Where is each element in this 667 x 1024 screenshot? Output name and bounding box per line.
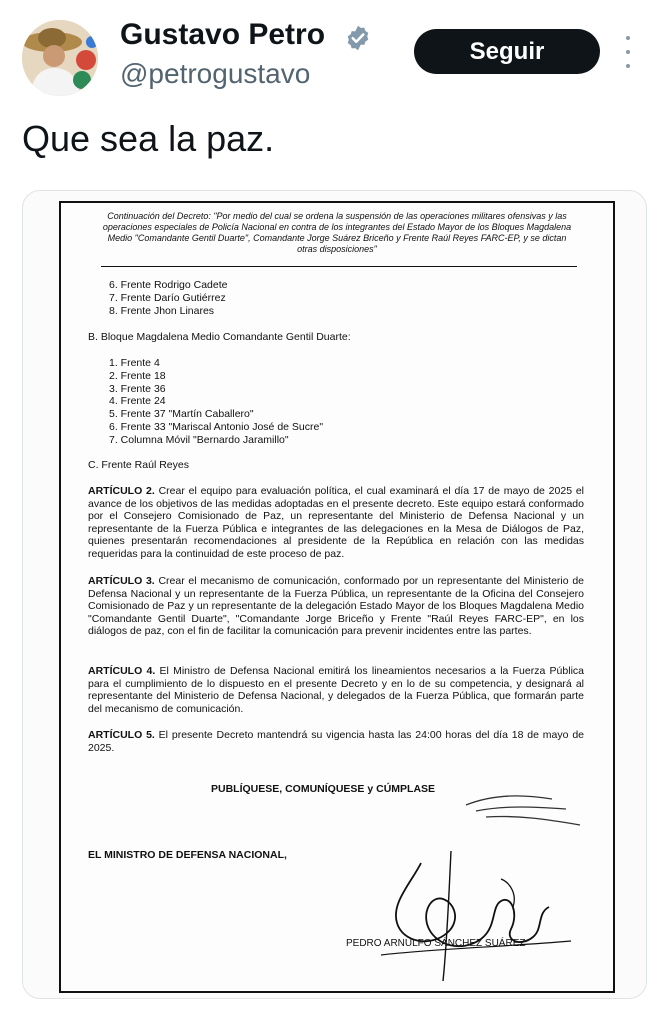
article-label: ARTÍCULO 2. (88, 485, 155, 497)
article-label: ARTÍCULO 3. (88, 575, 155, 587)
list-item: 4. Frente 24 (109, 395, 166, 408)
article-label: ARTÍCULO 4. (88, 665, 156, 677)
article-text: El presente Decreto mantendrá su vigencia hasta las 24:00 horas del día 18 de mayo de 2025. (88, 729, 585, 754)
rubric-mark (456, 785, 586, 833)
signer-name: PEDRO ARNULFO SÁNCHEZ SUÁREZ (346, 938, 526, 949)
decree-document (59, 201, 615, 993)
article-5 (88, 729, 584, 754)
list-item: 7. Columna Móvil "Bernardo Jaramillo" (109, 433, 289, 446)
article-label: ARTÍCULO 5. (88, 729, 155, 741)
follow-button[interactable]: Seguir (414, 29, 600, 74)
article-4 (88, 665, 584, 715)
tweet-image[interactable] (22, 190, 647, 999)
list-item: 1. Frente 4 (109, 357, 160, 369)
header-divider (101, 266, 577, 267)
signature-mark (351, 843, 581, 983)
tweet-text: Que sea la paz. (22, 118, 275, 159)
avatar[interactable] (22, 20, 98, 96)
avatar-image (22, 20, 98, 96)
list-item: 8. Frente Jhon Linares (109, 304, 215, 317)
list-item: 3. Frente 36 (109, 382, 166, 395)
list-item: 6. Frente Rodrigo Cadete (109, 279, 228, 291)
front-list-top (109, 279, 227, 317)
article-text: Crear el equipo para evaluación política, el cual examinará el día 17 de mayo de 2025 el avance de los objetivos de las medidas adoptadas en el presente decreto. Este equipo estará conformado por el Consejero Comisionado de Paz, un representante del Ministerio de Defensa Nacional y un representante de la Fuerza Pública e integrantes de las delegaciones en la Mesa de Diálogos de Paz, quienes presentarán recomendaciones al presidente de la República en relación con las medidas requeridas para la continuidad de este proceso de paz. (88, 485, 584, 560)
closing-formula: PUBLÍQUESE, COMUNÍQUESE y CÚMPLASE (211, 783, 436, 795)
article-2 (88, 485, 584, 561)
section-b-heading: B. Bloque Magdalena Medio Comandante Gentil Duarte: (88, 331, 351, 343)
article-text: El Ministro de Defensa Nacional emitirá los lineamientos necesarios a la Fuerza Pública para el cumplimiento de lo dispuesto en el presente Decreto y en lo de su competencia, y designará al representante del Ministerio de Defensa Nacional, y delegados de la Fuerza Pública, que formarán parte del mecanismo de comunicación. (88, 665, 584, 715)
article-text: Crear el mecanismo de comunicación, conformado por un representante del Ministerio de Defensa Nacional y un representante de la Fuerza Pública, un representante de la Oficina del Consejero Comisionado de Paz y un representante de la delegación Estado Mayor de los Bloques Magdalena Medio "Comandante Gentil Duarte", "Comandante Jorge Briceño y Frente "Raúl Reyes FARC-EP", en los diálogos de paz, con el fin de facilitar la comunicación para prevenir incidentes entre las partes. (88, 575, 584, 638)
list-item: 6. Frente 33 "Mariscal Antonio José de Sucre" (109, 420, 324, 433)
more-options-icon[interactable] (620, 36, 636, 68)
list-item: 7. Frente Darío Gutiérrez (109, 291, 226, 304)
list-item: 2. Frente 18 (109, 369, 166, 382)
article-3 (88, 575, 584, 638)
front-list-b (109, 357, 323, 447)
document-header: Continuación del Decreto: "Por medio del cual se ordena la suspensión de las operaciones militares ofensivas y las operaciones especiales de Policía Nacional en contra de los integrantes del Estado Mayor de los Bloques Magdalena Medio "Comandante Gentil Duarte", Comandante Jorge Suárez Briceño y Frente Raúl Reyes FARC-EP, y se dictan otras disposiciones" (102, 211, 572, 254)
author-handle[interactable]: @petrogustavo (120, 58, 311, 89)
list-item: 5. Frente 37 "Martín Caballero" (109, 408, 254, 421)
minister-title: EL MINISTRO DE DEFENSA NACIONAL, (88, 849, 287, 861)
author-name[interactable]: Gustavo Petro (120, 18, 326, 51)
verified-badge-icon (344, 24, 372, 52)
section-c-heading: C. Frente Raúl Reyes (88, 459, 189, 471)
